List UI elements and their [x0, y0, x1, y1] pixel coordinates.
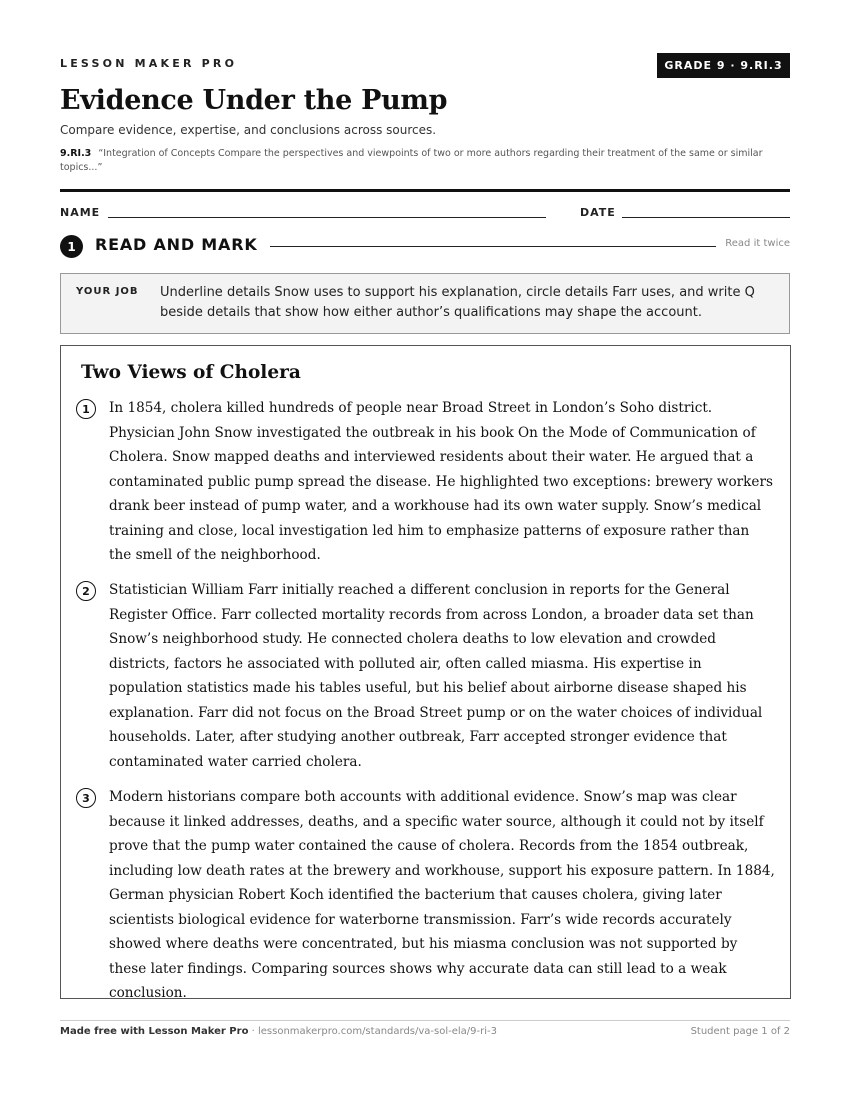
job-label: YOUR JOB — [76, 286, 139, 297]
brand-name: LESSON MAKER PRO — [60, 57, 238, 70]
page-title: Evidence Under the Pump — [60, 85, 448, 116]
footer-url[interactable]: · lessonmakerpro.com/standards/va-sol-ela/9-ri-3 — [248, 1026, 497, 1037]
section-title: READ AND MARK — [95, 235, 258, 254]
name-label: NAME — [60, 206, 101, 219]
grade-badge: GRADE 9 · 9.RI.3 — [657, 53, 790, 78]
footer-divider — [60, 1020, 790, 1021]
date-field[interactable] — [622, 217, 790, 218]
section-note: Read it twice — [725, 238, 790, 249]
name-field[interactable] — [108, 217, 546, 218]
footer-credit — [60, 1026, 497, 1037]
passage-box — [60, 345, 791, 999]
section-number-badge: 1 — [60, 235, 83, 258]
date-label: DATE — [580, 206, 616, 219]
footer-made-with: Made free with Lesson Maker Pro — [60, 1026, 249, 1037]
section-divider — [270, 246, 716, 247]
page-subtitle: Compare evidence, expertise, and conclusions across sources. — [60, 123, 437, 137]
job-instructions: Underline details Snow uses to support his explanation, circle details Farr uses, and write Q beside details that show how either author’s qualifications may shape the account. — [160, 285, 755, 320]
paragraph-number-3: 3 — [76, 788, 96, 808]
paragraph-text-1: In 1854, cholera killed hundreds of people near Broad Street in London’s Soho district. Physician John Snow investigated the outbreak in his book On the Mode of Communication of Cholera. Snow mapped deaths and interviewed residents about their water. He argued that a contaminated public pump spread the disease. He highlighted two exceptions: brewery workers drank beer instead of pump water, and a workhouse had its own water supply. Snow’s medical training and close, local investigation led him to emphasize patterns of exposure rather than the smell of the neighborhood. — [109, 400, 773, 563]
paragraph-number-2: 2 — [76, 581, 96, 601]
standard-text: “Integration of Concepts Compare the perspectives and viewpoints of two or more authors regarding their treatment of the same or similar topics...” — [60, 148, 763, 173]
passage-title: Two Views of Cholera — [81, 362, 301, 383]
footer-page-number: Student page 1 of 2 — [690, 1026, 790, 1037]
paragraph-text-3: Modern historians compare both accounts with additional evidence. Snow’s map was clear because it linked addresses, deaths, and a specific water source, although it could not by itself prove that the pump water contained the cause of cholera. Records from the 1854 outbreak, including low death rates at the brewery and workhouse, support his exposure pattern. In 1884, German physician Robert Koch identified the bacterium that causes cholera, giving later scientists biological evidence for waterborne transmission. Farr’s wide records accurately showed where deaths were concentrated, but his miasma conclusion was not supported by these later findings. Comparing sources shows why accurate data can still lead to a weak conclusion. — [109, 789, 775, 1001]
paragraph-text-2: Statistician William Farr initially reached a different conclusion in reports for the General Register Office. Farr collected mortality records from across London, a broader data set than Snow’s neighborhood study. He connected cholera deaths to low elevation and crowded districts, factors he associated with polluted air, often called miasma. His expertise in population statistics made his tables useful, but his belief about airborne disease shaped his explanation. Farr did not focus on the Broad Street pump or on the water choices of individual households. Later, after studying another outbreak, Farr accepted stronger evidence that contaminated water carried cholera. — [109, 582, 763, 770]
paragraph-number-1: 1 — [76, 399, 96, 419]
header-divider — [60, 189, 790, 192]
standard-code: 9.RI.3 — [60, 148, 92, 159]
standard-description — [60, 147, 790, 175]
job-box — [60, 273, 790, 334]
